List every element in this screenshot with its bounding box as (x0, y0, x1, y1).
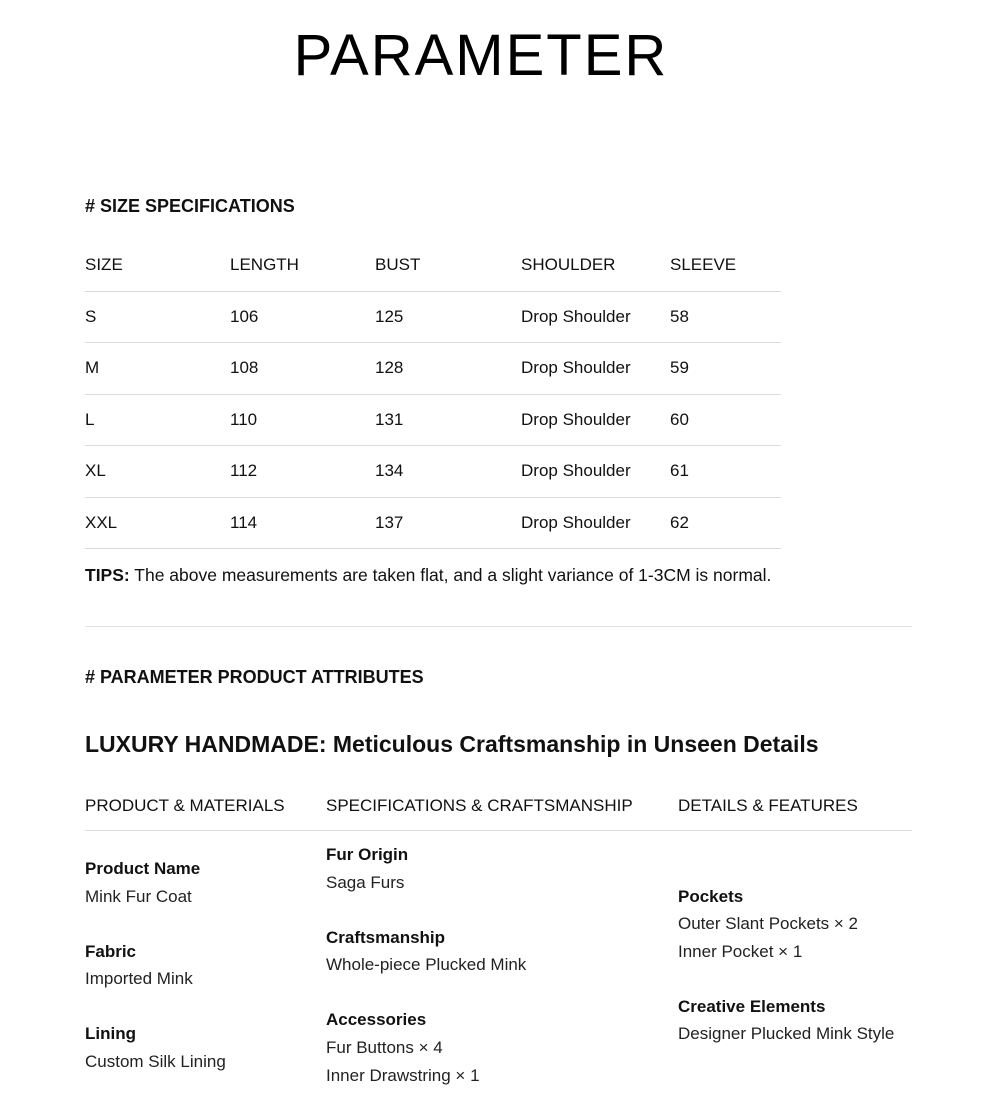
attribute-label: Accessories (326, 1010, 427, 1029)
table-row (85, 292, 781, 344)
length-cell: 108 (230, 358, 259, 378)
attribute-value: Mink Fur Coat (85, 887, 192, 906)
length-cell: 114 (230, 512, 258, 532)
size-table (85, 240, 781, 549)
bust-cell: 137 (375, 512, 404, 532)
column-header-sleeve: SLEEVE (670, 255, 737, 275)
attribute-label: Pockets (678, 887, 744, 906)
attribute-value: Outer Slant Pockets × 2 (678, 914, 859, 933)
column-header-size: SIZE (85, 255, 123, 275)
column-header-product-materials: PRODUCT & MATERIALS (85, 796, 285, 815)
sleeve-cell: 60 (670, 409, 689, 429)
tips-label: TIPS: (85, 565, 130, 585)
length-cell: 110 (230, 409, 258, 429)
size-cell: XXL (85, 512, 118, 532)
bust-cell: 125 (375, 306, 404, 326)
column-header-bust: BUST (375, 255, 421, 275)
sleeve-cell: 62 (670, 512, 689, 532)
attribute-value: Designer Plucked Mink Style (678, 1024, 895, 1043)
table-row (85, 395, 781, 447)
size-cell: S (85, 306, 97, 326)
attribute-label: Fur Origin (326, 845, 409, 864)
size-cell: L (85, 409, 95, 429)
attribute-label: Creative Elements (678, 997, 826, 1016)
bust-cell: 128 (375, 358, 404, 378)
attribute-value: Inner Drawstring × 1 (326, 1066, 480, 1085)
size-cell: M (85, 358, 100, 378)
shoulder-cell: Drop Shoulder (521, 306, 631, 326)
shoulder-cell: Drop Shoulder (521, 512, 631, 532)
table-row (85, 446, 781, 498)
bust-cell: 134 (375, 461, 404, 481)
bust-cell: 131 (375, 409, 404, 429)
attributes-column-headers (85, 794, 912, 831)
column-header-details-features: DETAILS & FEATURES (678, 796, 858, 815)
attribute-value: Saga Furs (326, 873, 405, 892)
section-divider (85, 626, 912, 627)
length-cell: 106 (230, 306, 259, 326)
tips-text: The above measurements are taken flat, and a slight variance of 1-3CM is normal. (129, 565, 772, 585)
attribute-label: Lining (85, 1024, 136, 1043)
page-title: PARAMETER (293, 23, 669, 88)
size-cell: XL (85, 461, 106, 481)
shoulder-cell: Drop Shoulder (521, 461, 631, 481)
attribute-value: Fur Buttons × 4 (326, 1038, 443, 1057)
column-header-specifications-craftsmanship: SPECIFICATIONS & CRAFTSMANSHIP (326, 796, 633, 815)
product-attributes-heading: # PARAMETER PRODUCT ATTRIBUTES (85, 667, 424, 687)
attribute-value: Whole-piece Plucked Mink (326, 955, 527, 974)
attributes-title: LUXURY HANDMADE: Meticulous Craftsmanship in Unseen Details (85, 731, 819, 757)
sleeve-cell: 59 (670, 358, 689, 378)
table-row (85, 343, 781, 395)
attribute-value: Imported Mink (85, 969, 193, 988)
size-specifications-heading: # SIZE SPECIFICATIONS (85, 196, 295, 216)
attribute-value: Custom Silk Lining (85, 1052, 226, 1071)
table-row (85, 498, 781, 550)
size-table-header (85, 240, 781, 292)
sleeve-cell: 61 (670, 461, 689, 481)
tips-note (85, 565, 771, 586)
attribute-label: Product Name (85, 859, 201, 878)
attribute-value: Inner Pocket × 1 (678, 942, 803, 961)
attribute-label: Craftsmanship (326, 928, 446, 947)
column-header-shoulder: SHOULDER (521, 255, 616, 275)
length-cell: 112 (230, 461, 258, 481)
shoulder-cell: Drop Shoulder (521, 358, 631, 378)
attribute-label: Fabric (85, 942, 137, 961)
sleeve-cell: 58 (670, 306, 689, 326)
column-header-length: LENGTH (230, 255, 299, 275)
shoulder-cell: Drop Shoulder (521, 409, 631, 429)
